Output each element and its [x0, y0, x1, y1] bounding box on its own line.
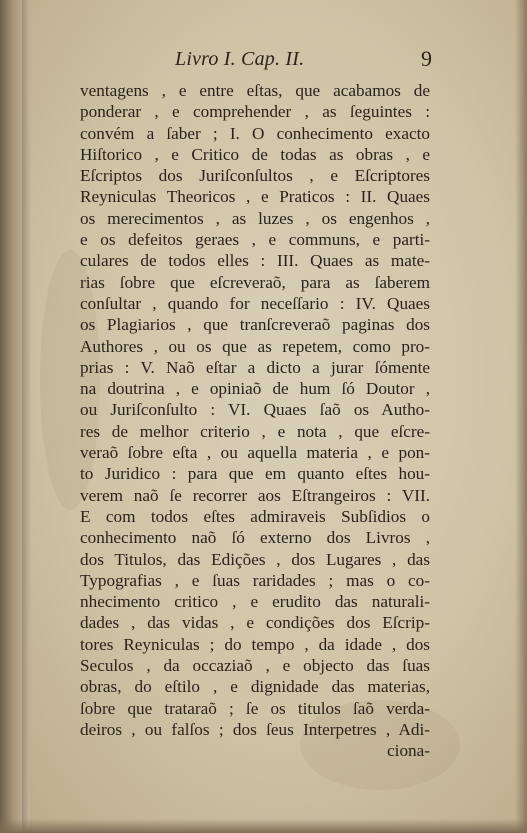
text-line: Authores , ou os que as repetem, como pro- — [80, 336, 430, 356]
text-line: ſobre que trataraõ ; ſe os titulos ſaõ verda- — [80, 698, 430, 718]
text-line: na doutrina , e opiniaõ de hum ſó Doutor , — [80, 379, 430, 399]
text-line: tores Reyniculas ; do tempo , da idade , dos — [80, 634, 430, 654]
text-line: e os defeitos geraes , e communs, e parti- — [80, 230, 430, 250]
text-line: ou Juriſconſulto : VI. Quaes ſaõ os Autho- — [80, 400, 430, 420]
text-line: ponderar , e comprehender , as ſeguintes : — [80, 102, 430, 122]
text-line: verem naõ ſe recorrer aos Eſtrangeiros : VII. — [80, 485, 430, 505]
text-line: Hiſtorico , e Critico de todas as obras , e — [80, 144, 430, 164]
gutter-crease — [22, 0, 32, 833]
text-line: Eſcriptos dos Juriſconſultos , e Eſcriptores — [80, 166, 430, 186]
text-line: veraõ ſobre eſta , ou aquella materia , e pon- — [80, 443, 430, 463]
catchword: ciona- — [387, 741, 430, 761]
page-header — [80, 46, 432, 74]
page-number: 9 — [421, 46, 432, 71]
text-line: Reyniculas Theoricos , e Praticos : II. Quaes — [80, 187, 430, 207]
page-bottom-edge — [0, 819, 527, 833]
text-line: ventagens , e entre eſtas, que acabamos de — [80, 81, 430, 100]
page-right-edge — [515, 0, 527, 833]
text-line: E com todos eſtes admiraveis Subſidios o — [80, 506, 430, 526]
text-line: res de melhor criterio , e nota , que eſcre- — [80, 421, 430, 441]
text-line: culares de todos elles : III. Quaes as mate- — [80, 251, 430, 271]
text-line: convém a ſaber ; I. O conhecimento exacto — [80, 123, 430, 143]
text-line: to Juridico : para que em quanto eſtes hou- — [80, 464, 430, 484]
text-line: conhecimento naõ ſó externo dos Livros , — [80, 528, 430, 548]
running-head: Livro I. Cap. II. — [175, 48, 305, 70]
text-line: prias : V. Naõ eſtar a dicto a jurar ſómente — [80, 357, 430, 377]
text-line: Typografias , e ſuas raridades ; mas o co- — [80, 570, 430, 590]
text-line: obras, do eſtilo , e dignidade das materias, — [80, 677, 430, 697]
text-line: rias ſobre que eſcreveraõ, para as ſaberem — [80, 272, 430, 292]
text-line: dos Titulos, das Edições , dos Lugares , das — [80, 549, 430, 569]
text-line: os merecimentos , as luzes , os engenhos , — [80, 208, 430, 228]
text-line: conſultar , quando for neceſſario : IV. Quaes — [80, 293, 430, 313]
body-text — [80, 80, 430, 762]
text-line: os Plagiarios , que tranſcreveraõ paginas dos — [80, 315, 430, 335]
text-line: dades , das vidas , e condições dos Eſcrip- — [80, 613, 430, 633]
text-line: nhecimento critico , e erudito das naturali- — [80, 592, 430, 612]
text-line: deiros , ou falſos ; dos ſeus Interpetres , Adi- — [80, 719, 430, 739]
text-line: Seculos , da occaziaõ , e objecto das ſuas — [80, 656, 430, 676]
